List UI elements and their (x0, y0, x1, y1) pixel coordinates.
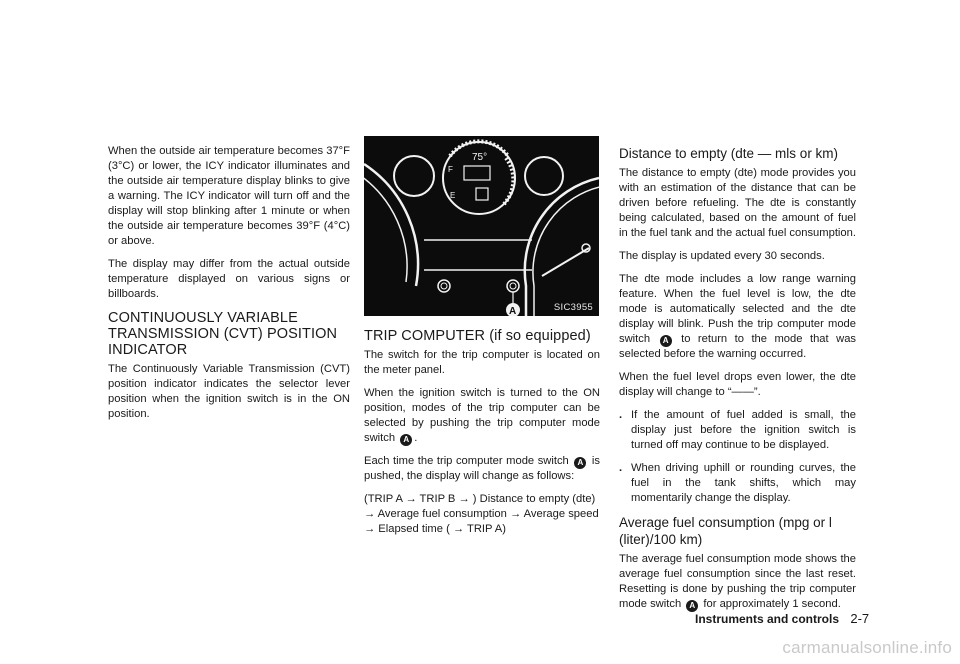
icy-indicator-paragraph: When the outside air temperature becomes 37°F (3°C) or lower, the ICY indicator illuminates and the outside air temperature display blinks to give a warning. The ICY indicator will turn off and the display will stop blinking after 1 minute or when the outside air temperature becomes 39°F (4°C) or above. (108, 145, 350, 247)
fuel-pump-icon (476, 188, 488, 200)
dte-description-paragraph: The distance to empty (dte) mode provides you with an estimation of the distance that can be driven before refueling. The dte is constantly being calculated, based on the amount of fuel in the fuel tank and the actual fuel consumption. (619, 167, 856, 239)
fuel-full-label: F (448, 165, 453, 174)
avg-fuel-paragraph: The average fuel consumption mode shows the average fuel consumption since the last reset. Resetting is done by pushing the trip computer mode switch A for approximately 1 second. (619, 553, 856, 610)
trip-press-paragraph: Each time the trip computer mode switch A is pushed, the display will change as follows: (364, 455, 600, 482)
left-small-window (394, 156, 434, 196)
trip-sequence-paragraph: (TRIP A → TRIP B → ) Distance to empty (dte) → Average fuel consumption → Average speed → Elapsed time ( → TRIP A) (364, 493, 599, 535)
dte-warning-paragraph: The dte mode includes a low range warning feature. When the fuel level is low, the dte mode is automatically selected and the dte display will blink. Push the trip computer mode switch A to return to the mode that was selected before the warning occurred. (619, 273, 857, 360)
column-left (108, 144, 350, 430)
speedometer-needle (542, 248, 589, 276)
column-middle (364, 136, 600, 545)
fuel-empty-label: E (450, 191, 456, 200)
page-footer (695, 611, 869, 626)
bullet-mark: . (619, 409, 623, 421)
fuel-gauge-ticks (504, 158, 513, 204)
dte-update-paragraph: The display is updated every 30 seconds. (619, 250, 825, 262)
trip-mode-switch (507, 280, 519, 292)
trip-modes-paragraph: When the ignition switch is turned to the ON position, modes of the trip computer can be selected by pushing the trip computer mode switch A . (364, 387, 600, 444)
trip-switch-location-paragraph: The switch for the trip computer is located on the meter panel. (364, 349, 600, 376)
bullet-mark: . (619, 462, 623, 474)
display-difference-paragraph: The display may differ from the actual outside temperature displayed on various signs or billboards. (108, 258, 350, 300)
switch-a-marker: A (400, 434, 412, 446)
trip-computer-heading: TRIP COMPUTER (if so equipped) (364, 328, 591, 344)
watermark-text: carmanualsonline.info (782, 638, 952, 657)
dte-heading: Distance to empty (dte — mls or km) (619, 146, 839, 161)
left-meter-button (438, 280, 450, 292)
right-small-window (525, 157, 563, 195)
switch-a-marker: A (574, 457, 586, 469)
meter-panel-figure (364, 136, 599, 316)
temp-readout: 75° (472, 152, 488, 163)
dte-notes-list (619, 408, 856, 506)
digital-readout-box (464, 166, 490, 180)
left-gauge-arc (364, 164, 418, 286)
page-number: 2-7 (850, 611, 870, 626)
figure-code: SIC3955 (553, 302, 593, 313)
callout-a-label: A (509, 306, 517, 316)
avg-fuel-heading: Average fuel consumption (mpg or l (liter)/100 km) (619, 515, 832, 547)
column-right (619, 145, 856, 620)
switch-a-marker: A (686, 600, 698, 612)
list-item: . When driving uphill or rounding curves, the fuel in the tank shifts, which may momentarily change the display. (619, 462, 856, 504)
cvt-paragraph: The Continuously Variable Transmission (CVT) position indicator indicates the selector lever position when the ignition switch is in the ON position. (108, 363, 350, 420)
left-meter-button-inner (441, 283, 447, 289)
section-title: Instruments and controls (695, 612, 840, 626)
meter-panel-illustration (364, 136, 599, 316)
dte-low-fuel-paragraph: When the fuel level drops even lower, the dte display will change to “——”. (619, 371, 856, 398)
switch-a-marker: A (660, 335, 672, 347)
list-item: . If the amount of fuel added is small, the display just before the ignition switch is turned off may continue to be displayed. (619, 409, 856, 451)
trip-mode-switch-inner (510, 283, 516, 289)
cvt-heading: CONTINUOUSLY VARIABLE TRANSMISSION (CVT) POSITION INDICATOR (108, 310, 338, 358)
